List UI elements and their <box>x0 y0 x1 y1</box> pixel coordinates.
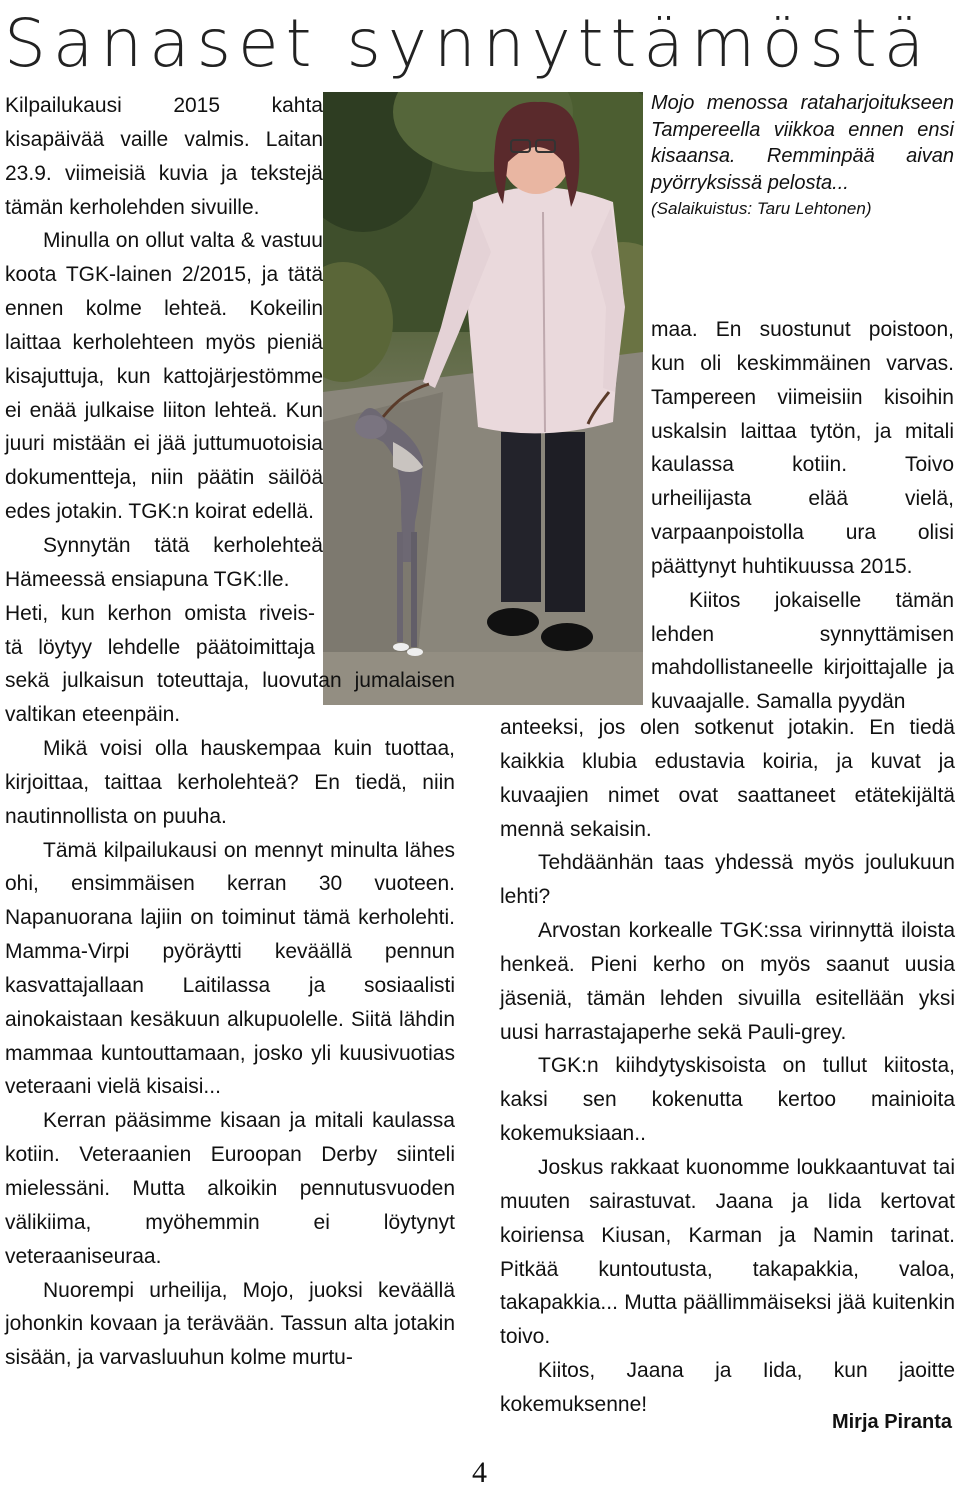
paragraph: anteeksi, jos olen sotkenut jotakin. En tiedä kaikkia klubia edustavia koiria, ja kuvat ja kuvaajien nimet ovat saattaneet etätekijältä mennä sekaisin. <box>500 716 955 841</box>
text-line: tä löytyy lehdelle päätoimittaja <box>5 635 315 659</box>
paragraph: Mikä voisi olla hauskempaa kuin tuottaa, kirjoittaa, taittaa kerholehteä? En tiedä, niin nautinnollista on puuha. <box>5 737 455 828</box>
text-line: sekä julkaisun toteuttaja, luovutan jumalaisen valtikan eteenpäin. <box>5 669 455 727</box>
paragraph <box>5 597 455 732</box>
paragraph: Kerran pääsimme kisaan ja mitali kaulassa kotiin. Veteraanien Euroopan Derby siinteli mielessäni. Mutta alkoikin pennutusvuoden välikiima, myöhemmin ei löytynyt veteraaniseuraa. <box>5 1109 455 1268</box>
paragraph: Joskus rakkaat kuonomme loukkaantuvat tai muuten sairastuvat. Jaana ja Iida kertovat koiriensa Kiusan, Karman ja Namin tarinat. Pitkää kuntoutusta, takapakkia, valoa, takapakkia... Mutta päällimmäiseksi jää kuitenkin toivo. <box>500 1155 955 1349</box>
paragraph: Kiitos jokaiselle tämän lehden synnyttämisen mahdollistaneelle kirjoittajalle ja kuvaajalle. Samalla pyydän <box>651 588 954 714</box>
text-line: Heti, kun kerhon omista riveis- <box>5 601 315 625</box>
photo-caption <box>651 90 954 223</box>
paragraph: Arvostan korkealle TGK:ssa virinnyttä iloista henkeä. Pieni kerho on myös saanut uusia jäseniä, tämän lehden sivuilla esitellään yksi uusi harrastajaperhe sekä Pauli-grey. <box>500 919 955 1044</box>
left-column <box>5 89 455 1375</box>
paragraph: TGK:n kiihdytyskisoista on tullut kiitosta, kaksi sen kokenutta kertoo mainioita kokemuksiaan.. <box>500 1054 955 1146</box>
paragraph: Minulla on ollut valta & vastuu koota TGK-lainen 2/2015, ja tätä ennen kolme lehteä. Kokeilin laittaa kerholehteen myös pieniä kisajuttuja, kun kattojärjestömme ei enää julkaise liiton lehteä. Kun juuri mistään ei jää juttumuotoisia dokumentteja, niin päätin säilöä edes jotakin. TGK:n koirat edellä. <box>5 229 323 524</box>
paragraph: Kiitos, Jaana ja Iida, kun jaoitte kokemuksenne! <box>500 1359 955 1416</box>
photo-credit: (Salaikuistus: Taru Lehtonen) <box>651 199 872 218</box>
paragraph: Synnytän tätä kerholehteä Hämeessä ensiapuna TGK:lle. <box>5 533 323 591</box>
paragraph: Kilpailukausi 2015 kahta kisapäivää vaille valmis. Laitan 23.9. viimeisiä kuvia ja tekstejä tämän kerholehden sivuille. <box>5 94 323 219</box>
right-column-bottom <box>500 711 955 1422</box>
paragraph: Tämä kilpailukausi on mennyt minulta lähes ohi, ensimmäisen kerran 30 vuoteen. Napanuorana lajiin on toiminut tämä kerholehti. Mamma-Virpi pyöräytti keväällä pennun kasvattajallaan Laitilassa ja sosiaalisti ainokaistaan kesäkuun alkupuolelle. Siitä lähdin mammaa kuntouttamaan, josko yli kuusivuotias veteraani vielä kisaisi... <box>5 838 455 1099</box>
page-number: 4 <box>472 1456 487 1489</box>
author-signature: Mirja Piranta <box>831 1411 952 1433</box>
right-column-top <box>651 313 954 719</box>
paragraph: Tehdäänhän taas yhdessä myös joulukuun lehti? <box>500 851 955 909</box>
caption-text: Mojo menossa rataharjoitukseen Tampereella viikkoa ennen ensi kisaansa. Remminpää aivan pyörryksissä pelosta... <box>651 92 954 194</box>
paragraph: Nuorempi urheilija, Mojo, juoksi keväällä johonkin kovaan ja terävään. Tassun alta jotakin sisään, ja varvasluuhun kolme murtu- <box>5 1278 455 1370</box>
page-title: Sanaset synnyttämöstä <box>4 5 932 82</box>
paragraph: maa. En suostunut poistoon, kun oli keskimmäinen varvas. Tampereen viimeisiin kisoihin uskalsin laittaa tytön, ja mitali kaulassa kotiin. Toivo urheilijasta elää vielä, varpaanpoistolla ura olisi päättynyt huhtikuussa 2015. <box>651 318 954 578</box>
